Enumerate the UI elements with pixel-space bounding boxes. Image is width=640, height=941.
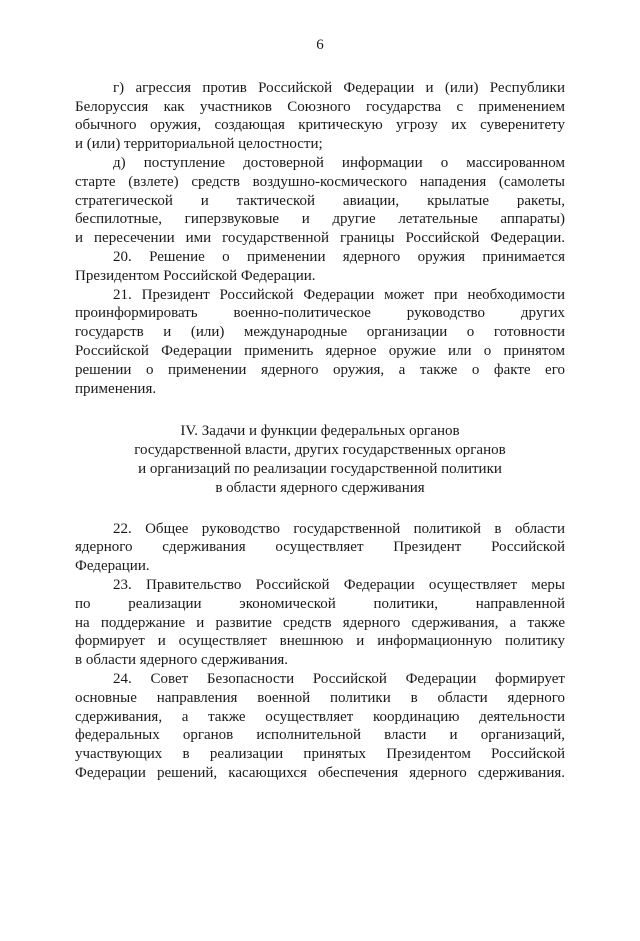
point-21	[75, 286, 565, 399]
text-line: федеральных органов исполнительной власти и организаций,	[75, 727, 565, 744]
text-line: Федерации.	[75, 558, 150, 575]
text-line: Федерации решений, касающихся обеспечения ядерного сдерживания.	[75, 764, 565, 781]
text-line: и организаций по реализации государственной политики	[138, 460, 502, 477]
text-line: IV. Задачи и функции федеральных органов	[180, 423, 460, 440]
text-line: государственной власти, других государственных органов	[134, 442, 506, 459]
text-line: д) поступление достоверной информации о массированном	[113, 154, 565, 171]
text-line: беспилотные, гиперзвуковые и другие летательные аппараты)	[75, 211, 565, 228]
text-line: 23. Правительство Российской Федерации осуществляет меры	[113, 576, 565, 593]
point-23	[75, 576, 565, 670]
text-line: применения.	[75, 380, 157, 397]
text-line: и (или) территориальной целостности;	[75, 136, 323, 153]
document-page	[0, 36, 640, 941]
text-line: 20. Решение о применении ядерного оружия принимается	[113, 248, 565, 265]
point-24	[75, 670, 565, 783]
text-line: формирует и осуществляет внешнюю и информационную политику	[75, 633, 565, 650]
page-number: 6	[316, 37, 324, 53]
text-line: участвующих в реализации принятых Президентом Российской	[75, 746, 565, 763]
text-line: и пересечении ими государственной границы Российской Федерации.	[75, 230, 565, 247]
text-line: 22. Общее руководство государственной политикой в области	[113, 520, 565, 537]
text-line: обычного оружия, создающая критическую угрозу их суверенитету	[75, 117, 565, 134]
text-line: Российской Федерации применить ядерное оружие или о принятом	[75, 342, 565, 359]
point-20	[75, 248, 565, 286]
text-line: государств и (или) международные организации о готовности	[75, 324, 565, 341]
text-line: 24. Совет Безопасности Российской Федерации формирует	[113, 670, 565, 687]
text-line: старте (взлете) средств воздушно-космического нападения (самолеты	[75, 173, 565, 190]
text-line: в области ядерного сдерживания.	[75, 652, 289, 669]
point-22	[75, 520, 565, 576]
section-iv-heading	[75, 422, 565, 497]
text-line: по реализации экономической политики, направленной	[75, 595, 565, 612]
text-line: г) агрессия против Российской Федерации и (или) Республики	[113, 79, 565, 96]
text-line: ядерного сдерживания осуществляет Президент Российской	[75, 539, 565, 556]
text-line: решении о применении ядерного оружия, а также о факте его	[75, 361, 565, 378]
text-line: в области ядерного сдерживания	[215, 479, 425, 496]
subitem-g	[75, 79, 565, 154]
document-content	[75, 79, 565, 783]
text-line: проинформировать военно-политическое руководство других	[75, 305, 565, 322]
text-line: основные направления военной политики в области ядерного	[75, 689, 565, 706]
text-line: 21. Президент Российской Федерации может при необходимости	[113, 286, 565, 303]
text-line: на поддержание и развитие средств ядерного сдерживания, а также	[75, 614, 565, 631]
text-line: стратегической и тактической авиации, крылатые ракеты,	[75, 192, 565, 209]
text-line: Президентом Российской Федерации.	[75, 267, 316, 284]
subitem-d	[75, 154, 565, 248]
text-line: сдерживания, а также осуществляет координацию деятельности	[75, 708, 565, 725]
text-line: Белоруссия как участников Союзного государства с применением	[75, 98, 565, 115]
